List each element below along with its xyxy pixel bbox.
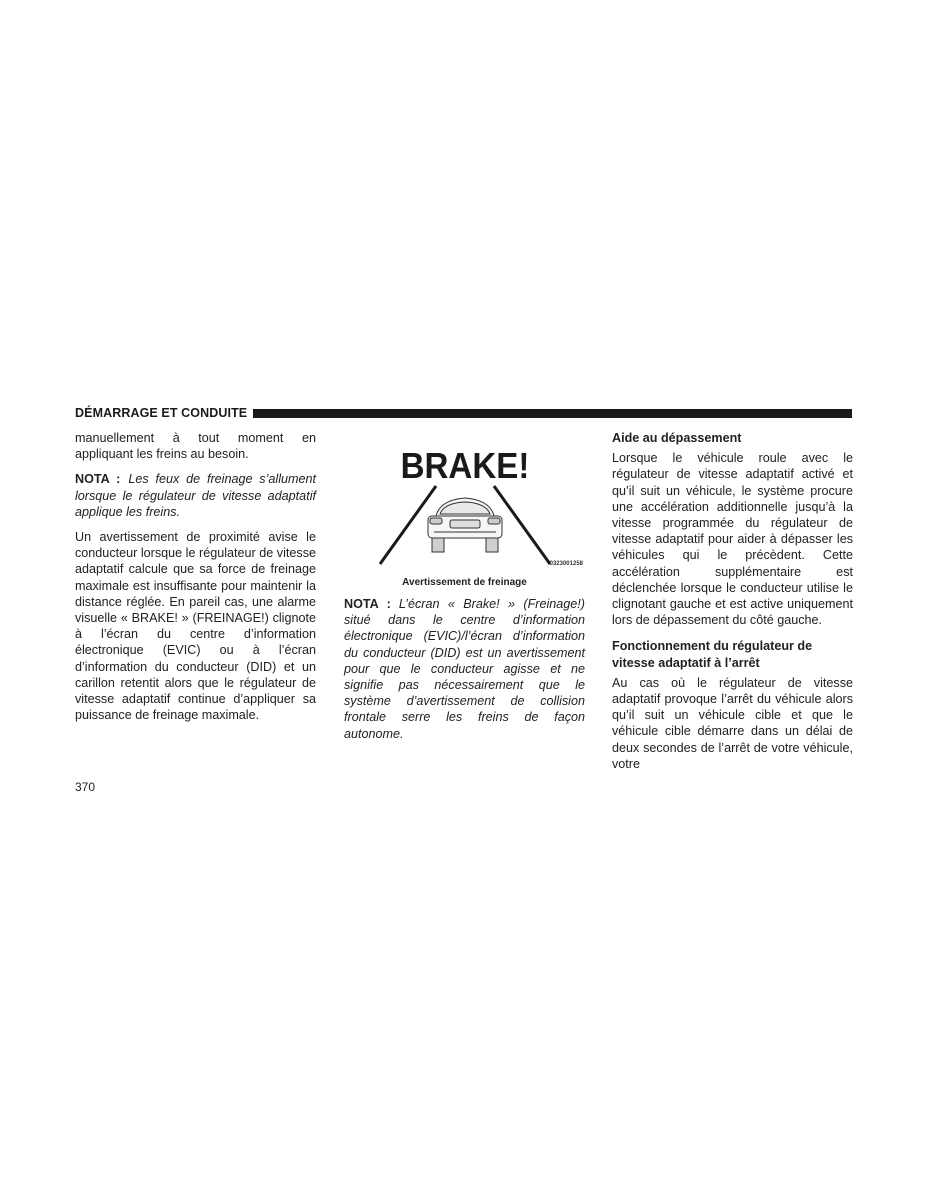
vehicle-icon (428, 498, 502, 552)
section-header (75, 406, 852, 420)
image-code: 0323001258 (549, 561, 583, 567)
nota-block (75, 471, 316, 520)
section-heading: Fonctionnement du régulateur de vitesse adaptatif à l’arrêt (612, 639, 813, 670)
header-rule (253, 409, 852, 418)
page-number: 370 (75, 780, 96, 794)
brake-warning-figure (344, 440, 585, 568)
figure-caption: Avertissement de freinage (402, 577, 527, 588)
nota-label: NOTA : (75, 472, 121, 487)
paragraph: manuellement à tout moment en appliquant les freins au besoin. (75, 431, 316, 462)
nota-label: NOTA : (344, 597, 391, 611)
nota-block (344, 596, 585, 742)
middle-column (344, 596, 585, 751)
paragraph: Un avertissement de proximité avise le conducteur lorsque le régulateur de vitesse adaptatif calcule que sa force de freinage maximale est insuffisante pour maintenir la distance réglée. En pareil cas, une alarme visuelle « BRAKE! » (FREINAGE!) clignote à l’écran du centre d’information électronique (EVIC) ou à l’écran d’information du conducteur (DID) et un carillon retentit alors que le régulateur de vitesse adaptatif continue d’appliquer sa puissance de freinage maximale. (75, 530, 316, 723)
paragraph: Au cas où le régulateur de vitesse adaptatif provoque l’arrêt du véhicule alors qu’il suit un véhicule cible et que le véhicule cible démarre dans un délai de deux secondes de l’arrêt de votre véhicule, votre (612, 675, 853, 771)
brake-warning-illustration (344, 440, 585, 568)
section-title: DÉMARRAGE ET CONDUITE (75, 406, 248, 420)
nota-text: Les feux de freinage s’allument lorsque le régulateur de vitesse adaptatif applique les freins. (75, 472, 316, 519)
section-heading: Aide au dépassement (612, 431, 742, 445)
paragraph: Lorsque le véhicule roule avec le régulateur de vitesse adaptatif activé et qu’il suit un véhicule, le système procure une accélération additionnelle jusqu’à la vitesse programmée du régulateur de vitesse adaptatif pour aider à dépasser les véhicules qui le précèdent. Cette accélération supplémentaire est déclenchée lorsque le conducteur utilise le clignotant gauche et est active uniquement lors de dépassement du côté gauche. (612, 451, 853, 628)
left-column (75, 430, 316, 732)
nota-text: L’écran « Brake! » (Freinage!) situé dans le centre d’information électronique (EVIC)/l’écran d’information du conducteur (DID) est un avertissement pour que le conducteur agisse et ne signifie pas nécessairement que le système d’avertissement de collision frontale serre les freins de façon autonome. (344, 597, 585, 741)
brake-text: BRAKE! (400, 446, 530, 487)
right-column (612, 430, 853, 781)
